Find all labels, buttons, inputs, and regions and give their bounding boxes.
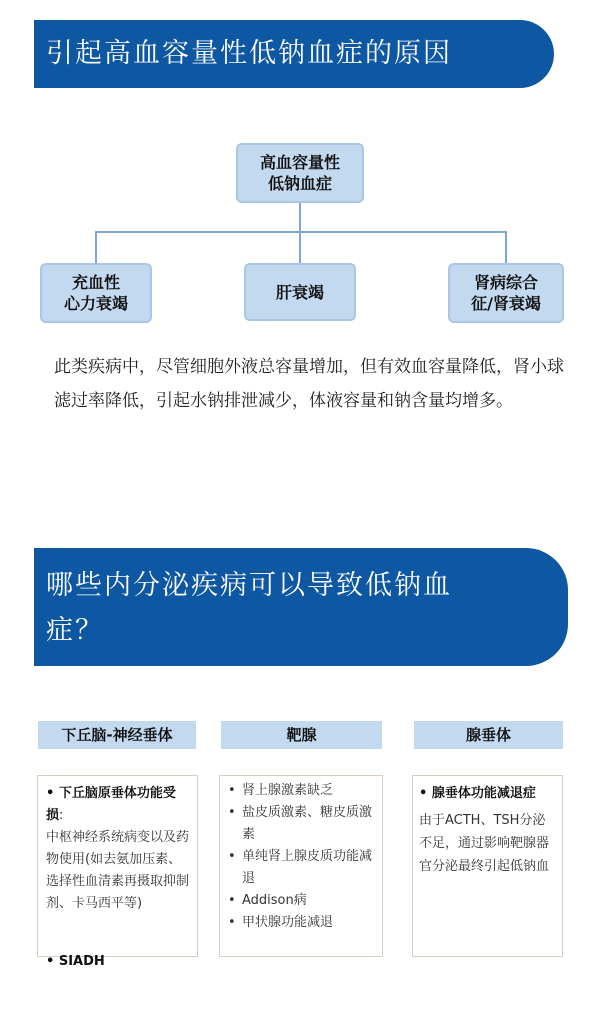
content-box-target-gland (219, 775, 383, 957)
item-title: • 下丘脑原垂体功能受损 (46, 786, 176, 823)
section-title: 哪些内分泌疾病可以导致低钠血 (46, 570, 452, 601)
list-item: • 单纯肾上腺皮质功能减退 (226, 846, 378, 890)
item-body: 由于ACTH、TSH分泌不足，通过影响靶腺器官分泌最终引起低钠血 (419, 813, 550, 874)
node-label: 心力衰竭 (63, 294, 128, 313)
column-header-hypothalamus: 下丘脑-神经垂体 (38, 721, 196, 749)
connector-line (299, 231, 301, 263)
node-label: 肝衰竭 (275, 282, 324, 302)
column-header-adenohypophysis: 腺垂体 (414, 721, 563, 749)
section-title-banner (34, 20, 554, 88)
section-title-banner (34, 548, 568, 666)
diagram-node-kidney (448, 263, 564, 323)
section-title: 症？ (46, 615, 104, 646)
diagram-root-node (236, 143, 364, 203)
item-title: • 腺垂体功能减退症 (419, 786, 536, 801)
list-item: • Addison病 (226, 890, 378, 912)
list-item: • 甲状腺功能减退 (226, 912, 378, 934)
connector-line (95, 231, 507, 233)
list-item: • 盐皮质激素、糖皮质激素 (226, 802, 378, 846)
node-label: 高血容量性 (259, 153, 340, 172)
node-label: 征/肾衰竭 (471, 294, 541, 313)
connector-line (299, 203, 301, 233)
node-label: 充血性 (71, 273, 120, 292)
node-label: 肾病综合 (473, 273, 538, 292)
connector-line (95, 231, 97, 263)
content-box-hypothalamus (37, 775, 198, 969)
column-header-target-gland: 靶腺 (221, 721, 382, 749)
description-paragraph: 此类疾病中，尽管细胞外液总容量增加，但有效血容量降低，肾小球滤过率降低，引起水钠排泄减少，体液容量和钠含量均增多。 (54, 357, 564, 411)
item-colon: : (59, 808, 64, 823)
section-title: 引起高血容量性低钠血症的原因 (46, 38, 452, 69)
item-title: • SIADH (46, 954, 105, 969)
target-gland-list (226, 780, 378, 934)
diagram-node-liver-failure (244, 263, 356, 321)
node-label: 低钠血症 (267, 174, 332, 193)
list-item: • 肾上腺激素缺乏 (226, 780, 378, 802)
content-box-adenohypophysis (412, 775, 563, 957)
connector-line (505, 231, 507, 263)
item-body: 中枢神经系统病变以及药物使用(如去氨加压素、选择性血清素再摄取抑制剂、卡马西平等) (46, 830, 190, 911)
diagram-node-heart-failure (40, 263, 152, 323)
